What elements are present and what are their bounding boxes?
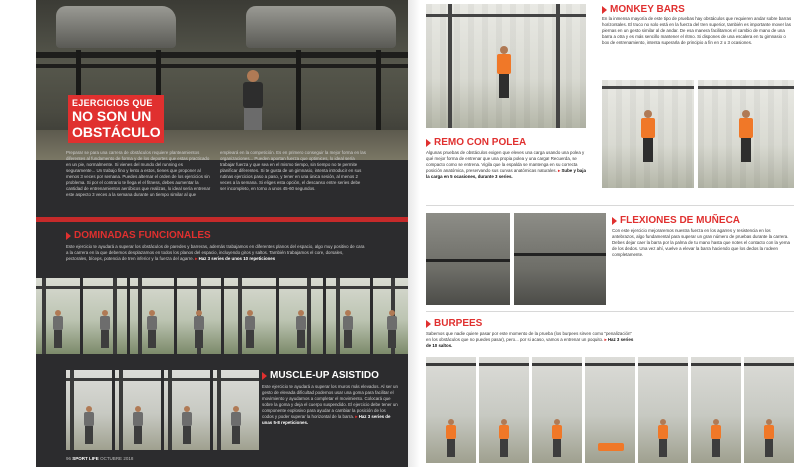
- exercise-photo: [224, 278, 276, 354]
- left-page: [36, 0, 408, 467]
- section-body-monkey-bars: En la inmensa mayoría de este tipo de pruebas hay obstáculos que requieren andar sobre barras horizontales. El truco no solo está en la fuerza del tren superior, también es importante mover las piernas en un gesto similar al de andar. De esa manera facilitamos el cambio de mano de una barra a otra y es más sencillo mantener el ritmo. Si dispones de una escalera en tu gimnasio o box de entrenamiento, intenta superarla de principio a fin en 2 o 3 ocasiones.: [602, 16, 792, 45]
- arrow-icon: [612, 217, 617, 225]
- exercise-photo: [691, 357, 741, 463]
- exercise-photo: [638, 357, 688, 463]
- exercise-photo: [115, 370, 161, 450]
- exercise-photo: [83, 278, 127, 354]
- exercise-photo: [479, 357, 529, 463]
- exercise-photo: [585, 357, 635, 463]
- section-heading-flexiones: FLEXIONES DE MUÑECA: [612, 215, 740, 226]
- title-line-1: EJERCICIOS QUE: [72, 98, 153, 108]
- arrow-icon: [262, 372, 267, 380]
- right-page: [420, 0, 800, 467]
- photo-monkey-bars: [426, 4, 586, 128]
- exercise-photo: [326, 278, 370, 354]
- arrow-icon: [426, 320, 431, 328]
- photo-monkey-bars-2: [698, 80, 794, 188]
- intro-text: [66, 150, 366, 220]
- exercise-photo: [744, 357, 794, 463]
- section-heading-burpees: BURPEES: [426, 318, 482, 329]
- photo-strip-burpees: [426, 357, 794, 463]
- photo-strip-dominadas: [36, 278, 408, 354]
- photo-wrist-curl-1: [426, 213, 510, 305]
- exercise-photo: [426, 357, 476, 463]
- title-line-3: OBSTÁCULO: [72, 124, 161, 140]
- section-body-burpees: Sabemos que nadie quiere pasar por este momento de la prueba (los burpees sirven como "penalización" en los obstáculos que no puedes pasar), pero... por si acaso, vamos a entrenar un poquito. ▸ Haz 3 series de 10 saltos.: [426, 331, 636, 349]
- section-body-flexiones: Con este ejercicio mejoraremos nuestra fuerza en los agarres y resistencia en los antebrazos, algo fundamental para superar un gran número de pruebas durante la carrera. Debes dejar caer la barra por la palma de tu mano hasta que notes el contacto con la yema de los dedos. Una vez ahí, vuelve a elevar la barra haciendo que los dedos la rodeen completamente.: [612, 228, 790, 257]
- exercise-photo: [177, 278, 221, 354]
- exercise-photo: [130, 278, 174, 354]
- exercise-photo: [213, 370, 259, 450]
- article-title: [68, 95, 164, 143]
- section-body-dominadas: Este ejercicio te ayudará a superar los obstáculos de paredes y barreras, además trabajamos en diferentes planos del espacio, algo muy positivo de cara a la carrera en la que debemos desplazarnos en todos los planos del espacio, incluyendo giros y saltos. También trabajamos el core, dorsales, pectorales, bíceps, potencia de tren inferior y la fuerza del agarre. ▸ Haz 3 series de unos 10 repeticiones: [66, 244, 366, 262]
- intro-column-2: empleará en la competición. Es en primero conseguir la mejor forma en las organizaciones... Pueden aportan fuerza que optimices, lo ideal sería trabajar fuerza y que sea en el mismo tiempo, sin tiempo no te permite planificar diferentes. Si te gusta de un gimnasio, intenta introducir en sus rutinas ejercicios paso a paso, y tener en una única sesión, al menos 2 veces a la semana. Si eliges esta opción, el descanso entre series debe ser incompleto, en torno a unos 45-60 segundos.: [220, 150, 366, 191]
- exercise-photo: [279, 278, 323, 354]
- arrow-icon: [426, 139, 431, 147]
- page-gutter: [408, 0, 420, 467]
- section-heading-dominadas: DOMINADAS FUNCIONALES: [66, 230, 211, 241]
- arrow-icon: [66, 232, 71, 240]
- exercise-photo: [66, 370, 112, 450]
- section-body-remo: Algunas pruebas de obstáculos exigen que eleves una carga usando una polea y qué mejor forma de entrenar que una propia polea y una carga! Recuerda, se compacto como se entrena. Vigila que la espalda se mantenga en su correcta posición anatómica, preservando sus curvas anatómicas naturales. ▸ Sube y baja la carga en 5 ocasiones, durante 3 series.: [426, 150, 590, 180]
- title-line-2: NO SON UN: [72, 108, 152, 124]
- exercise-photo: [164, 370, 210, 450]
- exercise-photo: [373, 278, 408, 354]
- photo-strip-muscle-up: [66, 370, 259, 450]
- section-heading-muscle-up: MUSCLE-UP ASISTIDO: [262, 370, 379, 381]
- photo-monkey-bars-1: [602, 80, 694, 188]
- arrow-icon: [602, 6, 607, 14]
- exercise-photo: [36, 278, 80, 354]
- red-divider-stripe: [36, 217, 408, 222]
- exercise-photo: [532, 357, 582, 463]
- photo-wrist-curl-2: [514, 213, 606, 305]
- page-folio: 96 SPORT LIFE OCTUBRE 2018: [66, 456, 134, 461]
- section-divider: [426, 311, 794, 312]
- intro-column-1: Preparar se para una carrera de obstáculos requiere planteamientos diferentes al fundamento de forma y de los deportes que estas practicado en un pie, normalmente. Si vienes del mundo del running es seguramente... Un trabajo fino y lento a estos, tienes que proponer al menos 3 veces por semana. Puedes alternar el orden de los ejercicios sin problema. Si por el contrario te llega el el fitness, debes aumentar la cantidad de entrenamientos aeróbicos que realizas, lo ideal sería entrenar este aspecto 3 veces a la semana durante un tiempo similar al que: [66, 150, 211, 197]
- section-heading-remo: REMO CON POLEA: [426, 137, 526, 148]
- section-divider: [426, 205, 794, 206]
- section-body-muscle-up: Este ejercicio te ayudará a superar los muros más elevados. Al ser un gesto de elevada dificultad podemos usar una goma para facilitar el movimiento y ayudarnos a completar el movimiento. Colocará que sobre la goma y deja el cuerpo suspendido. El ejercicio debe tener un componente explosivo para ayudar a cambiar la posición de los codos y poder superar la horizontal de la barra. ▸ Haz 3 series de unas 5-8 repeticiones.: [262, 384, 398, 426]
- section-heading-monkey-bars: MONKEY BARS: [602, 4, 685, 15]
